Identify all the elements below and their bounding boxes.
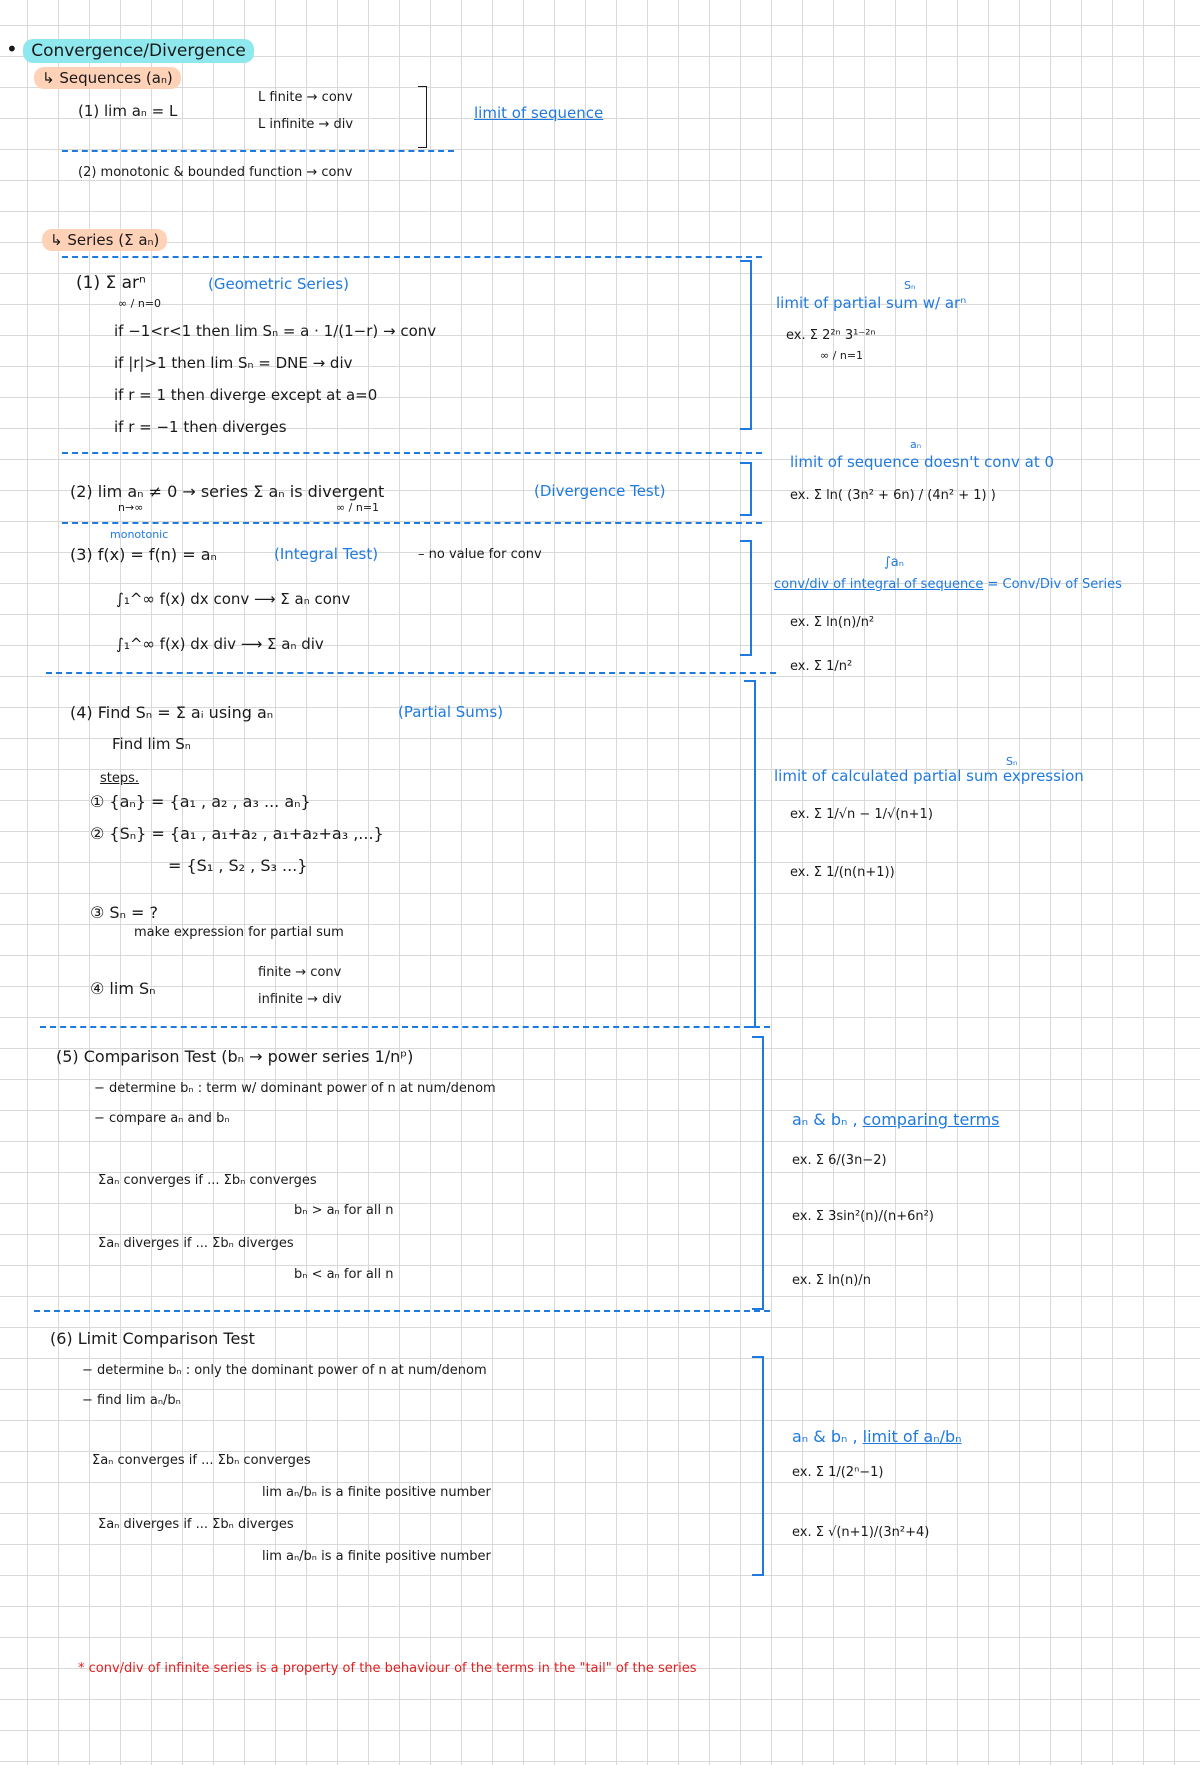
bullet-icon: • — [6, 37, 18, 61]
sequences-note: limit of sequence — [474, 104, 604, 122]
divergence-line: (2) lim aₙ ≠ 0 → series Σ aₙ is divergent — [70, 482, 385, 501]
geometric-line1: if −1<r<1 then lim Sₙ = a · 1/(1−r) → conv — [114, 322, 437, 340]
header — [6, 38, 254, 61]
partial-step4: ④ lim Sₙ — [90, 979, 156, 998]
comparison-side-example-2: ex. Σ 3sin²(n)/(n+6n²) — [792, 1209, 934, 1224]
sequences-infinite: L infinite → div — [258, 117, 354, 132]
comparison-line2: − compare aₙ and bₙ — [94, 1111, 230, 1126]
partial-step4-finite: finite → conv — [258, 965, 342, 980]
partial-title-note: (Partial Sums) — [398, 703, 504, 721]
limit-comparison-side-example-2: ex. Σ √(n+1)/(3n²+4) — [792, 1525, 930, 1540]
partial-step4-infinite: infinite → div — [258, 992, 342, 1007]
limit-comparison-line1: − determine bₙ : only the dominant power of n at num/denom — [82, 1363, 487, 1378]
partial-line2: Find lim Sₙ — [112, 735, 191, 753]
geometric-side-example: ex. Σ 2²ⁿ 3¹⁻²ⁿ — [786, 328, 876, 343]
geometric-bracket — [740, 260, 752, 430]
series-divider-1 — [62, 452, 762, 454]
limit-comparison-title: (6) Limit Comparison Test — [50, 1329, 255, 1348]
sequences-finite: L finite → conv — [258, 90, 353, 105]
integral-title-note: (Integral Test) — [274, 545, 379, 563]
integral-title-suffix: – no value for conv — [418, 547, 542, 562]
sequences-bracket — [418, 86, 427, 148]
comparison-side-note — [792, 1111, 1000, 1129]
series-top-divider — [62, 256, 762, 258]
divergence-title-note: (Divergence Test) — [534, 482, 666, 500]
divergence-side-an: aₙ — [910, 438, 922, 451]
divergence-lim-under: n→∞ — [118, 501, 144, 514]
partial-side-sn: Sₙ — [1006, 755, 1018, 768]
integral-side-note — [774, 578, 1122, 592]
integral-div-line: ∫₁^∞ f(x) dx div ⟶ Σ aₙ div — [116, 635, 324, 653]
geometric-side-bounds: ∞ / n=1 — [820, 349, 864, 362]
divergence-side-note: limit of sequence doesn't conv at 0 — [790, 453, 1055, 471]
series-label: ↳ Series (Σ aₙ) — [42, 229, 167, 251]
series-divider-2 — [62, 522, 762, 524]
integral-side-example-2: ex. Σ 1/n² — [790, 659, 853, 674]
page-title: Convergence/Divergence — [23, 39, 254, 63]
sequences-item1: (1) lim aₙ = L — [78, 102, 178, 120]
comparison-conv-cond: bₙ > aₙ for all n — [294, 1203, 394, 1218]
partial-step1: ① {aₙ} = {a₁ , a₂ , a₃ ... aₙ} — [90, 792, 311, 811]
partial-step2b: = {S₁ , S₂ , S₃ ...} — [168, 856, 308, 875]
partial-steps-label: steps. — [100, 771, 140, 786]
integral-bracket — [740, 540, 752, 656]
limit-comparison-div-cond: lim aₙ/bₙ is a finite positive number — [262, 1549, 491, 1564]
comparison-conv-line: Σaₙ converges if ... Σbₙ converges — [98, 1173, 317, 1188]
integral-monotonic-label: monotonic — [110, 528, 169, 541]
series-divider-4 — [40, 1026, 770, 1028]
comparison-bracket — [752, 1036, 764, 1310]
integral-side-int: ∫aₙ — [884, 555, 904, 570]
limit-comparison-side-note — [792, 1428, 962, 1446]
limit-comparison-conv-line: Σaₙ converges if ... Σbₙ converges — [92, 1453, 311, 1468]
partial-step2: ② {Sₙ} = {a₁ , a₁+a₂ , a₁+a₂+a₃ ,...} — [90, 824, 384, 843]
comparison-side-example-3: ex. Σ ln(n)/n — [792, 1273, 871, 1288]
divergence-side-example: ex. Σ ln( (3n² + 6n) / (4n² + 1) ) — [790, 488, 996, 503]
geometric-bounds: ∞ / n=0 — [118, 297, 162, 310]
comparison-side-note-a: aₙ & bₙ , — [792, 1110, 858, 1129]
comparison-div-line: Σaₙ diverges if ... Σbₙ diverges — [98, 1236, 294, 1251]
limit-comparison-side-example-1: ex. Σ 1/(2ⁿ−1) — [792, 1465, 884, 1480]
comparison-line1: − determine bₙ : term w/ dominant power of n at num/denom — [94, 1081, 496, 1096]
geometric-side-sn: Sₙ — [904, 279, 916, 292]
partial-step3-note: make expression for partial sum — [134, 925, 344, 940]
geometric-line2: if |r|>1 then lim Sₙ = DNE → div — [114, 354, 353, 372]
geometric-line3: if r = 1 then diverge except at a=0 — [114, 386, 378, 404]
geometric-title: (1) Σ arⁿ — [76, 273, 146, 293]
integral-side-note-a: conv/div of integral of sequence — [774, 577, 984, 592]
partial-step3: ③ Sₙ = ? — [90, 903, 159, 922]
partial-side-example-2: ex. Σ 1/(n(n+1)) — [790, 865, 895, 880]
sequences-item2: (2) monotonic & bounded function → conv — [78, 165, 353, 180]
limit-comparison-div-line: Σaₙ diverges if ... Σbₙ diverges — [98, 1517, 294, 1532]
comparison-side-note-b: comparing terms — [862, 1110, 1000, 1129]
integral-side-example-1: ex. Σ ln(n)/n² — [790, 615, 875, 630]
geometric-side-note: limit of partial sum w/ arⁿ — [776, 294, 967, 312]
divergence-bracket — [740, 462, 752, 516]
divergence-bounds: ∞ / n=1 — [336, 501, 380, 514]
limit-comparison-side-note-b: limit of aₙ/bₙ — [862, 1427, 962, 1446]
geometric-line4: if r = −1 then diverges — [114, 418, 287, 436]
limit-comparison-bracket — [752, 1356, 764, 1576]
comparison-div-cond: bₙ < aₙ for all n — [294, 1267, 394, 1282]
integral-side-note-b: = Conv/Div of Series — [983, 577, 1122, 592]
integral-line: (3) f(x) = f(n) = aₙ — [70, 545, 217, 564]
sequences-divider — [62, 150, 454, 152]
comparison-title: (5) Comparison Test (bₙ → power series 1/nᵖ) — [56, 1047, 414, 1066]
partial-line1: (4) Find Sₙ = Σ aᵢ using aₙ — [70, 703, 274, 722]
limit-comparison-conv-cond: lim aₙ/bₙ is a finite positive number — [262, 1485, 491, 1500]
partial-side-example-1: ex. Σ 1/√n − 1/√(n+1) — [790, 807, 933, 822]
series-divider-3 — [46, 672, 776, 674]
partial-side-note: limit of calculated partial sum expression — [774, 767, 1084, 785]
partial-bracket — [744, 680, 756, 1028]
integral-conv-line: ∫₁^∞ f(x) dx conv ⟶ Σ aₙ conv — [116, 590, 351, 608]
series-heading — [42, 232, 167, 249]
geometric-title-note: (Geometric Series) — [208, 275, 349, 293]
limit-comparison-side-note-a: aₙ & bₙ , — [792, 1427, 858, 1446]
sequences-label: ↳ Sequences (aₙ) — [34, 67, 181, 89]
series-divider-5 — [34, 1310, 770, 1312]
comparison-side-example-1: ex. Σ 6/(3n−2) — [792, 1153, 887, 1168]
limit-comparison-line2: − find lim aₙ/bₙ — [82, 1393, 181, 1408]
footer-note: * conv/div of infinite series is a property of the behaviour of the terms in the "tail" of the series — [78, 1661, 697, 1676]
sequences-heading — [34, 70, 181, 87]
